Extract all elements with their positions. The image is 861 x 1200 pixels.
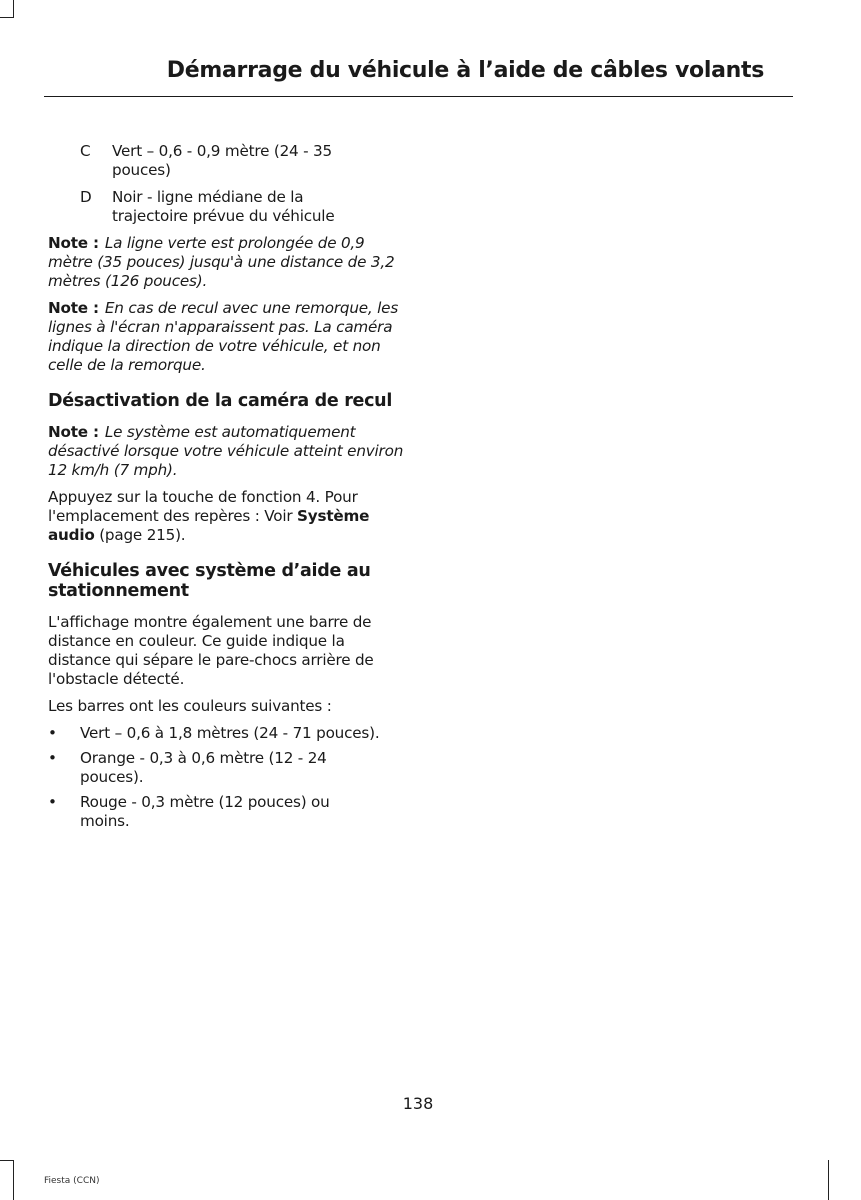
- paragraph-text: Appuyez sur la touche de fonction 4. Pour l'emplacement des repères : Voir: [48, 488, 358, 525]
- header-divider: [44, 96, 793, 97]
- color-list: [48, 724, 404, 831]
- legend-text: Noir - ligne médiane de la trajectoire prévue du véhicule: [112, 188, 335, 225]
- section-heading-parking: Véhicules avec système d’aide au stationnement: [48, 561, 371, 601]
- legend-item-c: [48, 142, 404, 180]
- page-number: 138: [402, 1094, 434, 1113]
- note-label: Note :: [48, 234, 99, 252]
- legend-text: Vert – 0,6 - 0,9 mètre (24 - 35 pouces): [112, 142, 332, 179]
- page-reference: (page 215).: [94, 526, 186, 544]
- main-column: [48, 142, 404, 837]
- list-item: [48, 724, 404, 743]
- list-item: [48, 749, 404, 787]
- note-green-line: [48, 234, 404, 291]
- crop-mark-top-left-h: [0, 17, 14, 18]
- list-item-text: Vert – 0,6 à 1,8 mètres (24 - 71 pouces).: [80, 724, 380, 742]
- footer-model-label: Fiesta (CCN): [44, 1176, 100, 1186]
- note-auto-deactivation: [48, 423, 404, 480]
- note-label: Note :: [48, 423, 99, 441]
- legend-key: C: [80, 142, 91, 160]
- bullet-icon: •: [48, 749, 57, 767]
- note-text: Le système est automatiquement désactivé lorsque votre véhicule atteint environ 12 km/h (7 mph).: [48, 423, 404, 479]
- paragraph-parking-display: L'affichage montre également une barre de distance en couleur. Ce guide indique la distance qui sépare le pare-chocs arrière de l'obstacle détecté.: [48, 613, 374, 688]
- crop-mark-bottom-left: [13, 1160, 14, 1200]
- crop-mark-top-left: [13, 0, 14, 18]
- legend-item-d: [48, 188, 404, 226]
- paragraph-colors-intro: Les barres ont les couleurs suivantes :: [48, 697, 332, 715]
- crop-mark-bottom-left-h: [0, 1160, 14, 1161]
- page-title: Démarrage du véhicule à l’aide de câbles volants: [166, 58, 764, 83]
- bullet-icon: •: [48, 724, 57, 742]
- list-item-text: Rouge - 0,3 mètre (12 pouces) ou moins.: [80, 793, 330, 830]
- note-text: En cas de recul avec une remorque, les lignes à l'écran n'apparaissent pas. La caméra indique la direction de votre véhicule, et non celle de la remorque.: [48, 299, 399, 374]
- note-trailer: [48, 299, 404, 375]
- bullet-icon: •: [48, 793, 57, 811]
- note-label: Note :: [48, 299, 99, 317]
- legend-key: D: [80, 188, 92, 206]
- cross-reference-link[interactable]: Système audio: [48, 507, 370, 544]
- list-item: [48, 793, 404, 831]
- note-text: La ligne verte est prolongée de 0,9 mètre (35 pouces) jusqu'à une distance de 3,2 mètres (126 pouces).: [48, 234, 395, 290]
- list-item-text: Orange - 0,3 à 0,6 mètre (12 - 24 pouces).: [80, 749, 327, 786]
- section-heading-deactivation: Désactivation de la caméra de recul: [48, 391, 393, 411]
- paragraph-deactivation: [48, 488, 404, 545]
- crop-mark-bottom-right: [828, 1160, 829, 1200]
